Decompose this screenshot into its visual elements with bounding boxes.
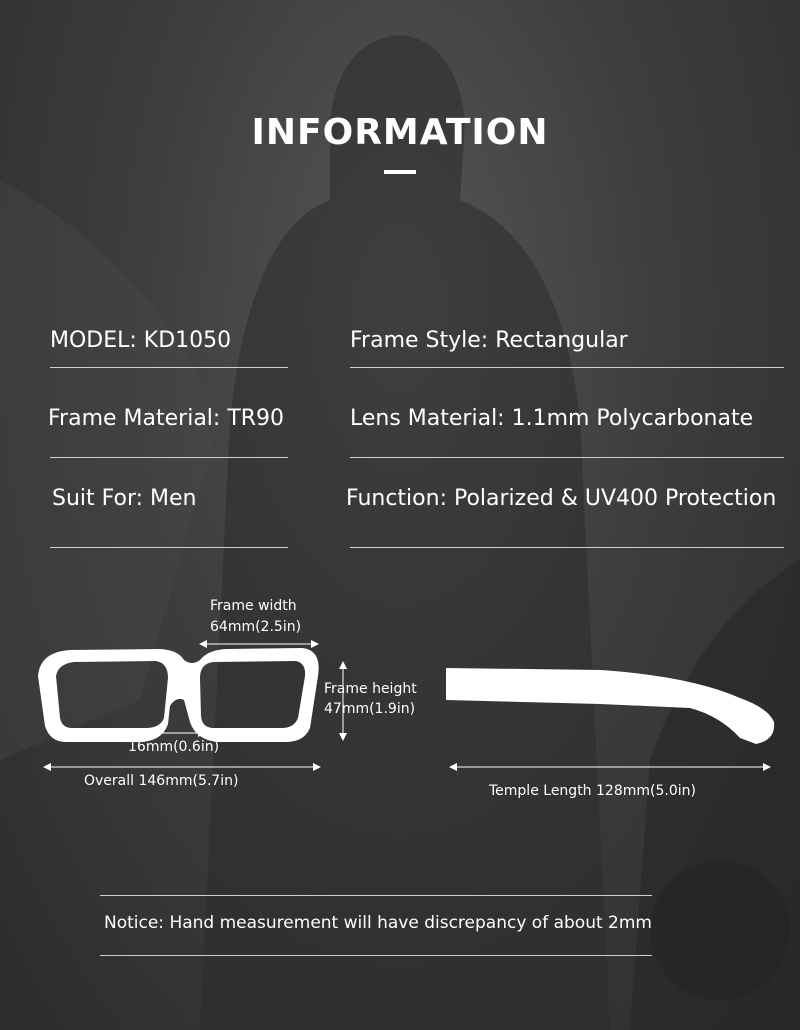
overall-width-value: Overall 146mm(5.7in) xyxy=(84,773,239,789)
temple-length-value: Temple Length 128mm(5.0in) xyxy=(489,783,696,799)
notice-top-divider xyxy=(100,895,652,896)
frame-height-label: Frame height xyxy=(324,681,417,697)
page-title: INFORMATION xyxy=(251,112,549,153)
spec-function: Function: Polarized & UV400 Protection xyxy=(346,486,777,511)
spec-lens-material: Lens Material: 1.1mm Polycarbonate xyxy=(350,406,754,431)
spec-frame-material: Frame Material: TR90 xyxy=(48,406,285,431)
frame-height-value: 47mm(1.9in) xyxy=(324,701,416,717)
spec-suit-for: Suit For: Men xyxy=(52,486,197,511)
spec-model: MODEL: KD1050 xyxy=(50,328,232,353)
notice-text: Notice: Hand measurement will have discrepancy of about 2mm xyxy=(104,913,652,933)
bridge-width-value: 16mm(0.6in) xyxy=(128,739,220,755)
glasses-front-icon xyxy=(38,648,319,742)
frame-width-label: Frame width xyxy=(210,598,297,614)
glasses-temple-icon xyxy=(446,668,774,744)
spec-frame-style: Frame Style: Rectangular xyxy=(350,328,628,353)
frame-width-value: 64mm(2.5in) xyxy=(210,619,302,635)
notice-bottom-divider xyxy=(100,955,652,956)
